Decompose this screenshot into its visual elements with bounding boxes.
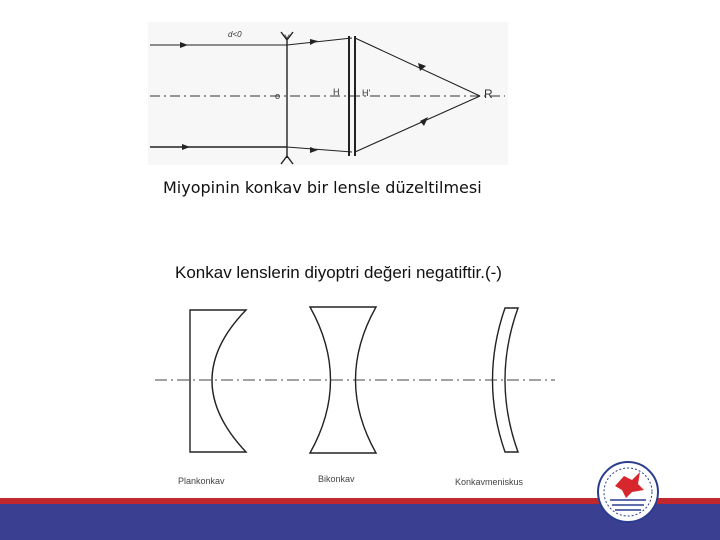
subtitle: Konkav lenslerin diyoptri değeri negatiftir.(-) (175, 263, 502, 282)
university-logo (598, 462, 658, 522)
scan-background (148, 22, 508, 165)
principal-h-label: H (333, 87, 340, 97)
top-note: d<0 (228, 30, 242, 39)
lens-center-label: o (275, 91, 281, 101)
lens-label-biconcave: Bikonkav (318, 474, 355, 484)
diagram-caption: Miyopinin konkav bir lensle düzeltilmesi (163, 178, 482, 197)
lens-label-concave-meniscus: Konkavmeniskus (455, 477, 524, 487)
principal-h-prime-label: H' (362, 88, 371, 98)
lens-top-label: Y (284, 33, 291, 43)
plano-concave-lens (190, 310, 246, 452)
lens-label-plano-concave: Plankonkav (178, 476, 225, 486)
focus-label: R (484, 87, 493, 101)
